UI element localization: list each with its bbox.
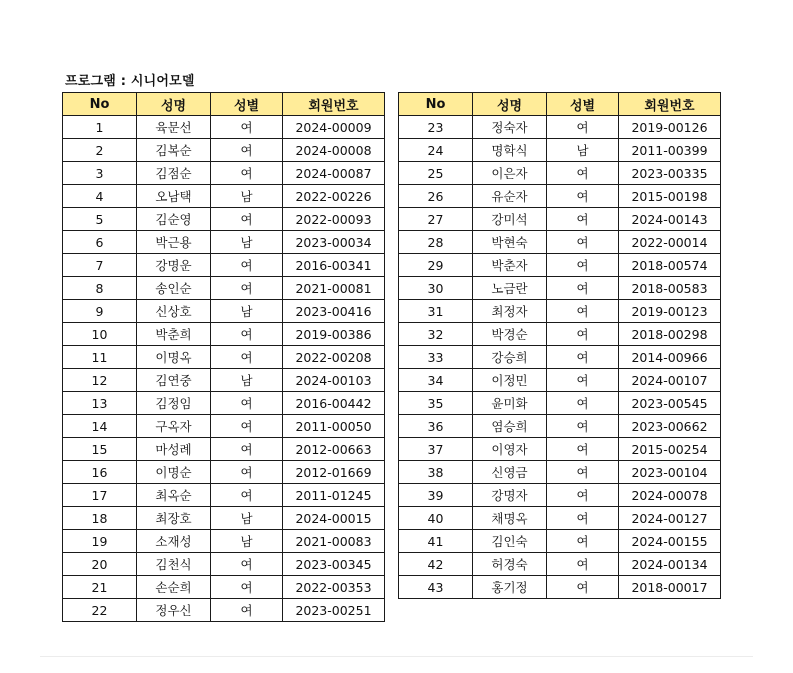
header-member-id: 회원번호 — [619, 93, 721, 116]
table-row — [63, 392, 385, 415]
table-row — [399, 438, 721, 461]
cell-gender: 여 — [547, 484, 619, 507]
cell-gender: 남 — [211, 530, 283, 553]
cell-no: 8 — [63, 277, 137, 300]
cell-name: 박춘자 — [473, 254, 547, 277]
cell-member-id: 2024-00134 — [619, 553, 721, 576]
cell-member-id: 2024-00127 — [619, 507, 721, 530]
cell-no: 29 — [399, 254, 473, 277]
cell-name: 육문선 — [137, 116, 211, 139]
cell-member-id: 2021-00083 — [283, 530, 385, 553]
cell-gender: 여 — [211, 323, 283, 346]
cell-no: 38 — [399, 461, 473, 484]
table-row — [63, 369, 385, 392]
cell-no: 31 — [399, 300, 473, 323]
cell-no: 43 — [399, 576, 473, 599]
cell-name: 김점순 — [137, 162, 211, 185]
cell-no: 11 — [63, 346, 137, 369]
cell-name: 명학식 — [473, 139, 547, 162]
cell-name: 소재성 — [137, 530, 211, 553]
cell-no: 5 — [63, 208, 137, 231]
cell-gender: 여 — [211, 392, 283, 415]
cell-no: 6 — [63, 231, 137, 254]
cell-member-id: 2022-00208 — [283, 346, 385, 369]
table-row — [63, 599, 385, 622]
cell-no: 17 — [63, 484, 137, 507]
table-row — [63, 231, 385, 254]
cell-name: 박경순 — [473, 323, 547, 346]
page-edge-line — [40, 656, 753, 657]
table-row — [63, 116, 385, 139]
cell-member-id: 2023-00251 — [283, 599, 385, 622]
cell-gender: 남 — [211, 185, 283, 208]
table-row — [63, 507, 385, 530]
table-row — [399, 116, 721, 139]
table-row — [63, 553, 385, 576]
cell-member-id: 2018-00574 — [619, 254, 721, 277]
cell-member-id: 2024-00107 — [619, 369, 721, 392]
cell-no: 10 — [63, 323, 137, 346]
cell-name: 구옥자 — [137, 415, 211, 438]
cell-member-id: 2012-01669 — [283, 461, 385, 484]
cell-gender: 남 — [211, 231, 283, 254]
cell-no: 26 — [399, 185, 473, 208]
cell-member-id: 2011-00050 — [283, 415, 385, 438]
cell-name: 신영금 — [473, 461, 547, 484]
cell-member-id: 2024-00087 — [283, 162, 385, 185]
cell-no: 9 — [63, 300, 137, 323]
table-row — [399, 461, 721, 484]
table-row — [63, 277, 385, 300]
cell-member-id: 2019-00123 — [619, 300, 721, 323]
cell-gender: 남 — [211, 300, 283, 323]
table-row — [399, 415, 721, 438]
cell-name: 유순자 — [473, 185, 547, 208]
cell-member-id: 2023-00662 — [619, 415, 721, 438]
cell-member-id: 2023-00345 — [283, 553, 385, 576]
member-table-right — [398, 92, 721, 599]
cell-member-id: 2021-00081 — [283, 277, 385, 300]
cell-gender: 여 — [211, 484, 283, 507]
cell-name: 이명순 — [137, 461, 211, 484]
cell-gender: 여 — [211, 599, 283, 622]
header-gender: 성별 — [211, 93, 283, 116]
cell-name: 마성례 — [137, 438, 211, 461]
cell-no: 39 — [399, 484, 473, 507]
cell-member-id: 2022-00353 — [283, 576, 385, 599]
cell-member-id: 2019-00386 — [283, 323, 385, 346]
cell-member-id: 2022-00093 — [283, 208, 385, 231]
table-row — [399, 208, 721, 231]
cell-name: 채명옥 — [473, 507, 547, 530]
cell-no: 40 — [399, 507, 473, 530]
cell-member-id: 2024-00008 — [283, 139, 385, 162]
table-row — [63, 208, 385, 231]
cell-no: 21 — [63, 576, 137, 599]
cell-member-id: 2018-00583 — [619, 277, 721, 300]
cell-member-id: 2016-00442 — [283, 392, 385, 415]
table-row — [63, 461, 385, 484]
cell-member-id: 2024-00078 — [619, 484, 721, 507]
cell-no: 35 — [399, 392, 473, 415]
cell-gender: 여 — [547, 507, 619, 530]
cell-gender: 여 — [211, 346, 283, 369]
cell-gender: 여 — [547, 208, 619, 231]
table-row — [63, 300, 385, 323]
cell-name: 염승희 — [473, 415, 547, 438]
cell-member-id: 2024-00015 — [283, 507, 385, 530]
table-row — [399, 553, 721, 576]
cell-no: 20 — [63, 553, 137, 576]
cell-gender: 여 — [211, 277, 283, 300]
table-row — [63, 530, 385, 553]
cell-member-id: 2022-00226 — [283, 185, 385, 208]
cell-member-id: 2018-00298 — [619, 323, 721, 346]
cell-no: 33 — [399, 346, 473, 369]
cell-gender: 여 — [547, 576, 619, 599]
cell-name: 홍기정 — [473, 576, 547, 599]
cell-name: 박근용 — [137, 231, 211, 254]
cell-no: 27 — [399, 208, 473, 231]
table-row — [399, 231, 721, 254]
cell-member-id: 2015-00254 — [619, 438, 721, 461]
header-member-id: 회원번호 — [283, 93, 385, 116]
cell-name: 윤미화 — [473, 392, 547, 415]
cell-no: 28 — [399, 231, 473, 254]
table-row — [63, 185, 385, 208]
table-row — [399, 369, 721, 392]
table-row — [399, 576, 721, 599]
header-name: 성명 — [473, 93, 547, 116]
cell-no: 41 — [399, 530, 473, 553]
table-row — [399, 392, 721, 415]
cell-member-id: 2023-00335 — [619, 162, 721, 185]
cell-no: 32 — [399, 323, 473, 346]
cell-name: 김정임 — [137, 392, 211, 415]
table-header-row — [63, 93, 385, 116]
cell-member-id: 2016-00341 — [283, 254, 385, 277]
cell-gender: 여 — [211, 553, 283, 576]
cell-gender: 여 — [547, 323, 619, 346]
cell-name: 강명자 — [473, 484, 547, 507]
table-row — [399, 277, 721, 300]
cell-name: 강미석 — [473, 208, 547, 231]
cell-gender: 여 — [547, 254, 619, 277]
cell-name: 강명운 — [137, 254, 211, 277]
cell-name: 박춘희 — [137, 323, 211, 346]
cell-name: 김순영 — [137, 208, 211, 231]
cell-gender: 여 — [547, 415, 619, 438]
cell-no: 37 — [399, 438, 473, 461]
cell-gender: 여 — [547, 553, 619, 576]
cell-gender: 남 — [211, 369, 283, 392]
page-title: 프로그램 : 시니어모델 — [65, 74, 195, 89]
table-row — [399, 185, 721, 208]
cell-gender: 여 — [547, 277, 619, 300]
cell-no: 13 — [63, 392, 137, 415]
cell-no: 22 — [63, 599, 137, 622]
cell-name: 최옥순 — [137, 484, 211, 507]
table-header-row — [399, 93, 721, 116]
cell-gender: 여 — [547, 530, 619, 553]
cell-name: 노금란 — [473, 277, 547, 300]
cell-name: 정우신 — [137, 599, 211, 622]
cell-gender: 남 — [547, 139, 619, 162]
cell-name: 신상호 — [137, 300, 211, 323]
cell-member-id: 2011-00399 — [619, 139, 721, 162]
header-no: No — [63, 93, 137, 116]
cell-member-id: 2023-00545 — [619, 392, 721, 415]
cell-name: 강승희 — [473, 346, 547, 369]
table-row — [399, 139, 721, 162]
cell-name: 오남택 — [137, 185, 211, 208]
cell-gender: 여 — [211, 162, 283, 185]
cell-name: 송인순 — [137, 277, 211, 300]
table-row — [63, 576, 385, 599]
cell-gender: 여 — [547, 369, 619, 392]
cell-name: 손순희 — [137, 576, 211, 599]
header-gender: 성별 — [547, 93, 619, 116]
cell-name: 허경숙 — [473, 553, 547, 576]
cell-no: 25 — [399, 162, 473, 185]
cell-gender: 여 — [211, 139, 283, 162]
cell-no: 4 — [63, 185, 137, 208]
cell-member-id: 2019-00126 — [619, 116, 721, 139]
cell-member-id: 2022-00014 — [619, 231, 721, 254]
cell-gender: 여 — [547, 116, 619, 139]
table-row — [63, 484, 385, 507]
cell-name: 이은자 — [473, 162, 547, 185]
cell-name: 김천식 — [137, 553, 211, 576]
cell-gender: 여 — [211, 576, 283, 599]
cell-name: 김복순 — [137, 139, 211, 162]
cell-member-id: 2024-00143 — [619, 208, 721, 231]
cell-member-id: 2014-00966 — [619, 346, 721, 369]
member-table-left — [62, 92, 385, 622]
cell-no: 15 — [63, 438, 137, 461]
cell-no: 42 — [399, 553, 473, 576]
cell-name: 이영자 — [473, 438, 547, 461]
cell-no: 2 — [63, 139, 137, 162]
cell-name: 김연중 — [137, 369, 211, 392]
cell-member-id: 2011-01245 — [283, 484, 385, 507]
cell-name: 이정민 — [473, 369, 547, 392]
table-row — [399, 507, 721, 530]
cell-no: 14 — [63, 415, 137, 438]
cell-name: 정숙자 — [473, 116, 547, 139]
cell-gender: 여 — [547, 346, 619, 369]
cell-gender: 여 — [211, 415, 283, 438]
table-row — [63, 139, 385, 162]
table-row — [399, 300, 721, 323]
cell-gender: 여 — [547, 231, 619, 254]
member-table-right-body — [399, 116, 721, 599]
cell-no: 12 — [63, 369, 137, 392]
cell-no: 18 — [63, 507, 137, 530]
cell-no: 30 — [399, 277, 473, 300]
cell-gender: 남 — [211, 507, 283, 530]
cell-name: 최장호 — [137, 507, 211, 530]
table-row — [63, 415, 385, 438]
cell-no: 3 — [63, 162, 137, 185]
header-name: 성명 — [137, 93, 211, 116]
cell-no: 7 — [63, 254, 137, 277]
cell-gender: 여 — [211, 254, 283, 277]
cell-gender: 여 — [211, 438, 283, 461]
cell-member-id: 2023-00034 — [283, 231, 385, 254]
cell-no: 1 — [63, 116, 137, 139]
cell-gender: 여 — [547, 392, 619, 415]
table-row — [399, 484, 721, 507]
table-row — [399, 346, 721, 369]
cell-no: 23 — [399, 116, 473, 139]
header-no: No — [399, 93, 473, 116]
cell-gender: 여 — [547, 438, 619, 461]
cell-gender: 여 — [547, 461, 619, 484]
cell-no: 16 — [63, 461, 137, 484]
cell-member-id: 2024-00103 — [283, 369, 385, 392]
cell-name: 김인숙 — [473, 530, 547, 553]
cell-no: 19 — [63, 530, 137, 553]
cell-member-id: 2012-00663 — [283, 438, 385, 461]
table-row — [399, 530, 721, 553]
cell-gender: 여 — [547, 300, 619, 323]
cell-name: 이명옥 — [137, 346, 211, 369]
cell-member-id: 2018-00017 — [619, 576, 721, 599]
cell-no: 24 — [399, 139, 473, 162]
table-row — [399, 323, 721, 346]
cell-name: 박현숙 — [473, 231, 547, 254]
cell-member-id: 2024-00155 — [619, 530, 721, 553]
table-row — [63, 254, 385, 277]
cell-no: 34 — [399, 369, 473, 392]
cell-member-id: 2023-00416 — [283, 300, 385, 323]
cell-gender: 여 — [211, 461, 283, 484]
cell-member-id: 2023-00104 — [619, 461, 721, 484]
table-row — [399, 254, 721, 277]
cell-no: 36 — [399, 415, 473, 438]
cell-gender: 여 — [211, 116, 283, 139]
cell-gender: 여 — [547, 185, 619, 208]
cell-gender: 여 — [547, 162, 619, 185]
member-table-left-body — [63, 116, 385, 622]
table-row — [63, 346, 385, 369]
cell-name: 최정자 — [473, 300, 547, 323]
table-row — [63, 323, 385, 346]
cell-member-id: 2024-00009 — [283, 116, 385, 139]
cell-member-id: 2015-00198 — [619, 185, 721, 208]
table-row — [63, 162, 385, 185]
table-row — [399, 162, 721, 185]
cell-gender: 여 — [211, 208, 283, 231]
table-row — [63, 438, 385, 461]
